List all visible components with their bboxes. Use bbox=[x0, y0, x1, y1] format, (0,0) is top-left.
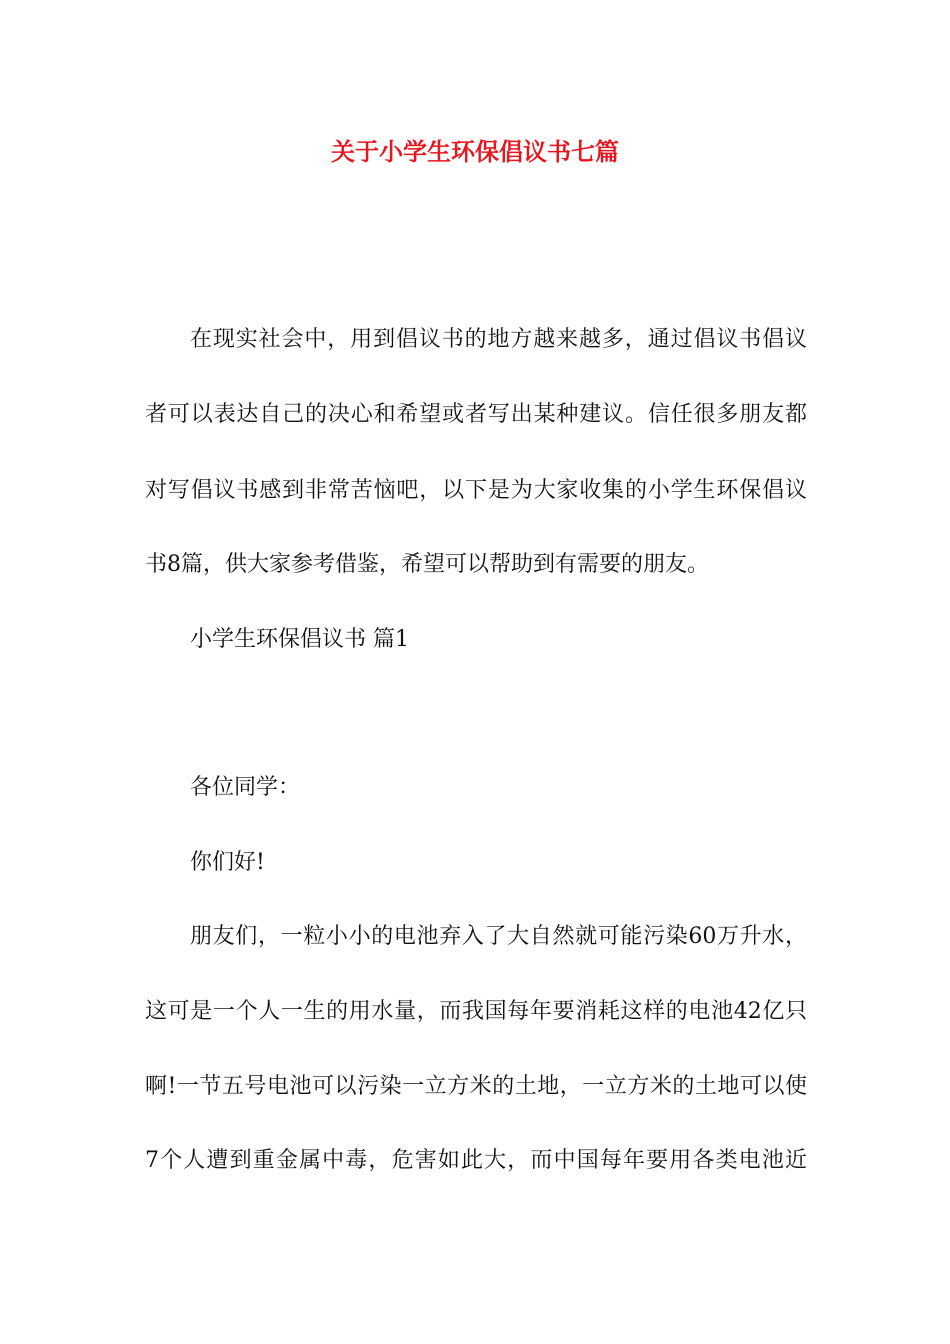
greeting: 你们好! bbox=[190, 850, 265, 875]
paragraph-line: 者可以表达自己的决心和希望或者写出某种建议。信任很多朋友都 bbox=[145, 402, 807, 427]
salutation: 各位同学： bbox=[190, 775, 301, 800]
section-heading: 小学生环保倡议书 篇1 bbox=[190, 627, 409, 652]
document-title: 关于小学生环保倡议书七篇 bbox=[331, 137, 619, 166]
paragraph-line: 这可是一个人一生的用水量，而我国每年要消耗这样的电池42亿只 bbox=[145, 999, 807, 1024]
paragraph-line: 对写倡议书感到非常苦恼吧，以下是为大家收集的小学生环保倡议 bbox=[145, 478, 807, 503]
paragraph-line: 7个人遭到重金属中毒，危害如此大，而中国每年要用各类电池近 bbox=[145, 1148, 807, 1173]
paragraph-line: 啊!一节五号电池可以污染一立方米的土地，一立方米的土地可以使 bbox=[145, 1074, 807, 1099]
paragraph-line: 朋友们，一粒小小的电池弃入了大自然就可能污染60万升水， bbox=[190, 924, 807, 949]
paragraph-line: 书8篇，供大家参考借鉴，希望可以帮助到有需要的朋友。 bbox=[145, 552, 709, 577]
paragraph-line: 在现实社会中，用到倡议书的地方越来越多，通过倡议书倡议 bbox=[190, 327, 807, 352]
